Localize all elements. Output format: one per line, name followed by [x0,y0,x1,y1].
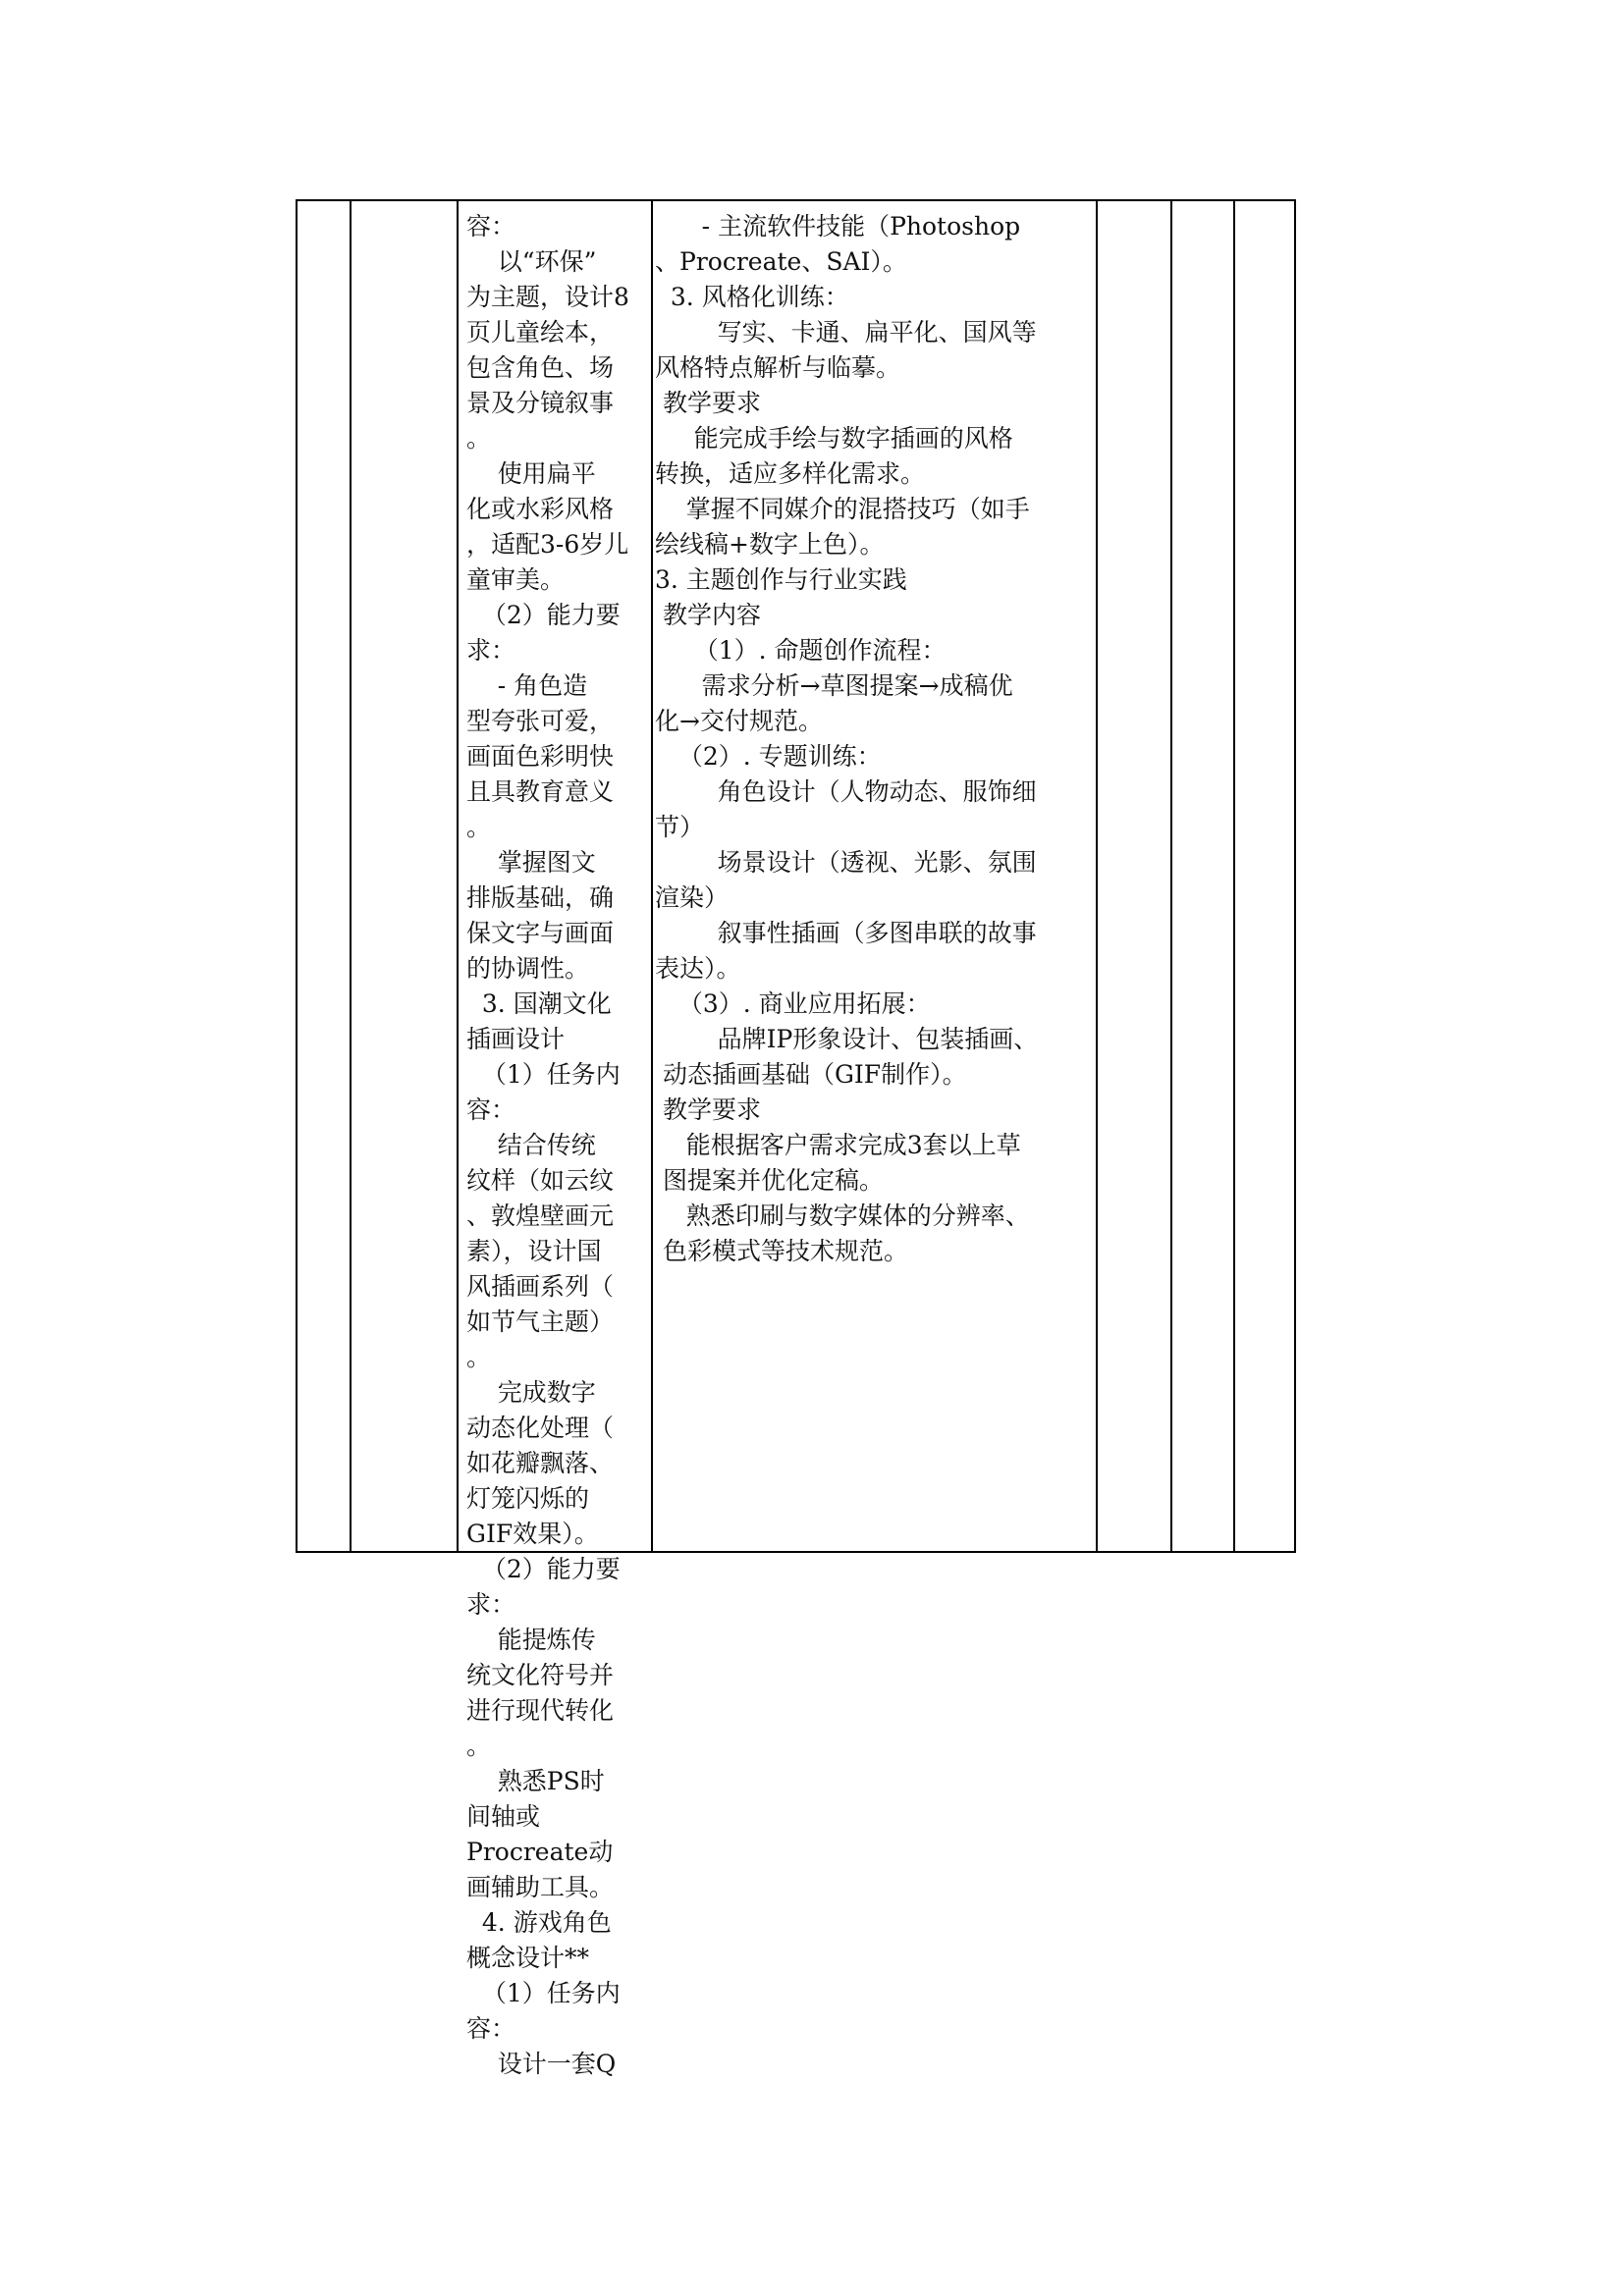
teaching-line: 品牌IP形象设计、包装插画、 [655,1025,1039,1053]
teaching-line: （3）. 商业应用拓展： [655,989,931,1018]
task-line: 间轴或 [466,1802,541,1831]
task-line: 。 [466,1343,492,1371]
task-line: 插画设计 [466,1025,566,1053]
teaching-line: 场景设计（透视、光影、氛围 [655,848,1037,877]
task-line: 。 [466,424,492,453]
teaching-line: 图提案并优化定稿。 [655,1166,884,1195]
task-line: （2）能力要 [466,601,621,629]
task-line: 型夸张可爱， [466,707,615,735]
task-line: ，适配3-6岁儿 [466,530,629,559]
teaching-line: 3. 风格化训练： [655,283,849,311]
task-line: 以“环保” [466,247,597,276]
teaching-line: 叙事性插画（多图串联的故事 [655,919,1037,947]
teaching-line: 写实、卡通、扁平化、国风等 [655,318,1037,347]
teaching-line: 教学内容 [655,601,761,629]
task-line: 如节气主题） [466,1308,615,1336]
task-line: 能提炼传 [466,1626,596,1654]
task-line: 熟悉PS时 [466,1767,605,1795]
teaching-line: 掌握不同媒介的混搭技巧（如手 [655,495,1030,523]
task-line: 包含角色、场 [466,353,615,382]
task-line: 。 [466,1732,492,1760]
column-divider [1170,201,1172,1551]
task-line: 动态化处理（ [466,1414,615,1442]
task-line: 页儿童绘本， [466,318,615,347]
task-line: 风插画系列（ [466,1272,615,1301]
task-line: 画面色彩明快 [466,742,615,771]
task-line: 灯笼闪烁的 [466,1484,590,1513]
column-divider [457,201,459,1551]
task-line: （1）任务内 [466,1979,621,2007]
teaching-line: 需求分析→草图提案→成稿优 [655,671,1013,700]
task-line: 掌握图文 [466,848,596,877]
teaching-line: 能根据客户需求完成3套以上草 [655,1131,1021,1159]
task-line: 排版基础，确 [466,883,615,912]
task-line: （1）任务内 [466,1060,621,1089]
task-line: 景及分镜叙事 [466,389,615,417]
task-line: 化或水彩风格 [466,495,615,523]
task-line: 的协调性。 [466,954,590,983]
task-line: Procreate动 [466,1838,614,1866]
teaching-line: 、Procreate、SAI）。 [655,247,907,276]
task-line: 如花瓣飘落、 [466,1449,615,1477]
task-line: 3. 国潮文化 [466,989,612,1018]
task-line: 容： [466,212,516,240]
task-line: 设计一套Q [466,2050,617,2078]
teaching-line: 教学要求 [655,389,761,417]
task-line: 4. 游戏角色 [466,1908,612,1937]
task-line: 结合传统 [466,1131,596,1159]
task-line: 统文化符号并 [466,1661,615,1689]
task-content-column [466,209,653,2082]
column-divider [350,201,352,1551]
task-line: 。 [466,813,492,841]
teaching-line: 表达）。 [655,954,741,983]
task-line: 概念设计** [466,1944,590,1972]
teaching-line: 节） [655,813,705,841]
teaching-line: 绘线稿+数字上色）。 [655,530,885,559]
task-line: 进行现代转化 [466,1696,615,1725]
task-line: GIF效果）。 [466,1520,599,1548]
task-line: 保文字与画面 [466,919,615,947]
teaching-line: 角色设计（人物动态、服饰细 [655,777,1037,806]
task-line: 完成数字 [466,1378,596,1407]
teaching-line: 色彩模式等技术规范。 [655,1237,908,1265]
task-line: 童审美。 [466,565,566,594]
task-line: 求： [466,1590,516,1619]
task-line: （2）能力要 [466,1555,621,1583]
teaching-line: 3. 主题创作与行业实践 [655,565,907,594]
teaching-line: （2）. 专题训练： [655,742,882,771]
task-line: 、敦煌壁画元 [466,1201,615,1230]
column-divider [1233,201,1235,1551]
task-line: 容： [466,1095,516,1124]
teaching-line: 教学要求 [655,1095,761,1124]
task-line: 求： [466,636,516,665]
teaching-line: 熟悉印刷与数字媒体的分辨率、 [655,1201,1030,1230]
column-divider [1096,201,1098,1551]
teaching-line: 化→交付规范。 [655,707,823,735]
task-line: 且具教育意义 [466,777,615,806]
task-line: 容： [466,2014,516,2043]
teaching-line: 风格特点解析与临摹。 [655,353,901,382]
teaching-content-column [655,209,1079,1269]
task-line: 素），设计国 [466,1237,602,1265]
teaching-line: 动态插画基础（GIF制作）。 [655,1060,967,1089]
task-line: 使用扁平 [466,459,596,488]
teaching-line: 转换，适应多样化需求。 [655,459,926,488]
task-line: 为主题，设计8 [466,283,629,311]
task-line: - 角色造 [466,671,588,700]
teaching-line: 能完成手绘与数字插画的风格 [655,424,1013,453]
task-line: 画辅助工具。 [466,1873,615,1901]
teaching-line: - 主流软件技能（Photoshop [655,212,1021,240]
curriculum-table [296,199,1296,2078]
teaching-line: 渲染） [655,883,730,912]
teaching-line: （1）. 命题创作流程： [655,636,947,665]
task-line: 纹样（如云纹 [466,1166,615,1195]
